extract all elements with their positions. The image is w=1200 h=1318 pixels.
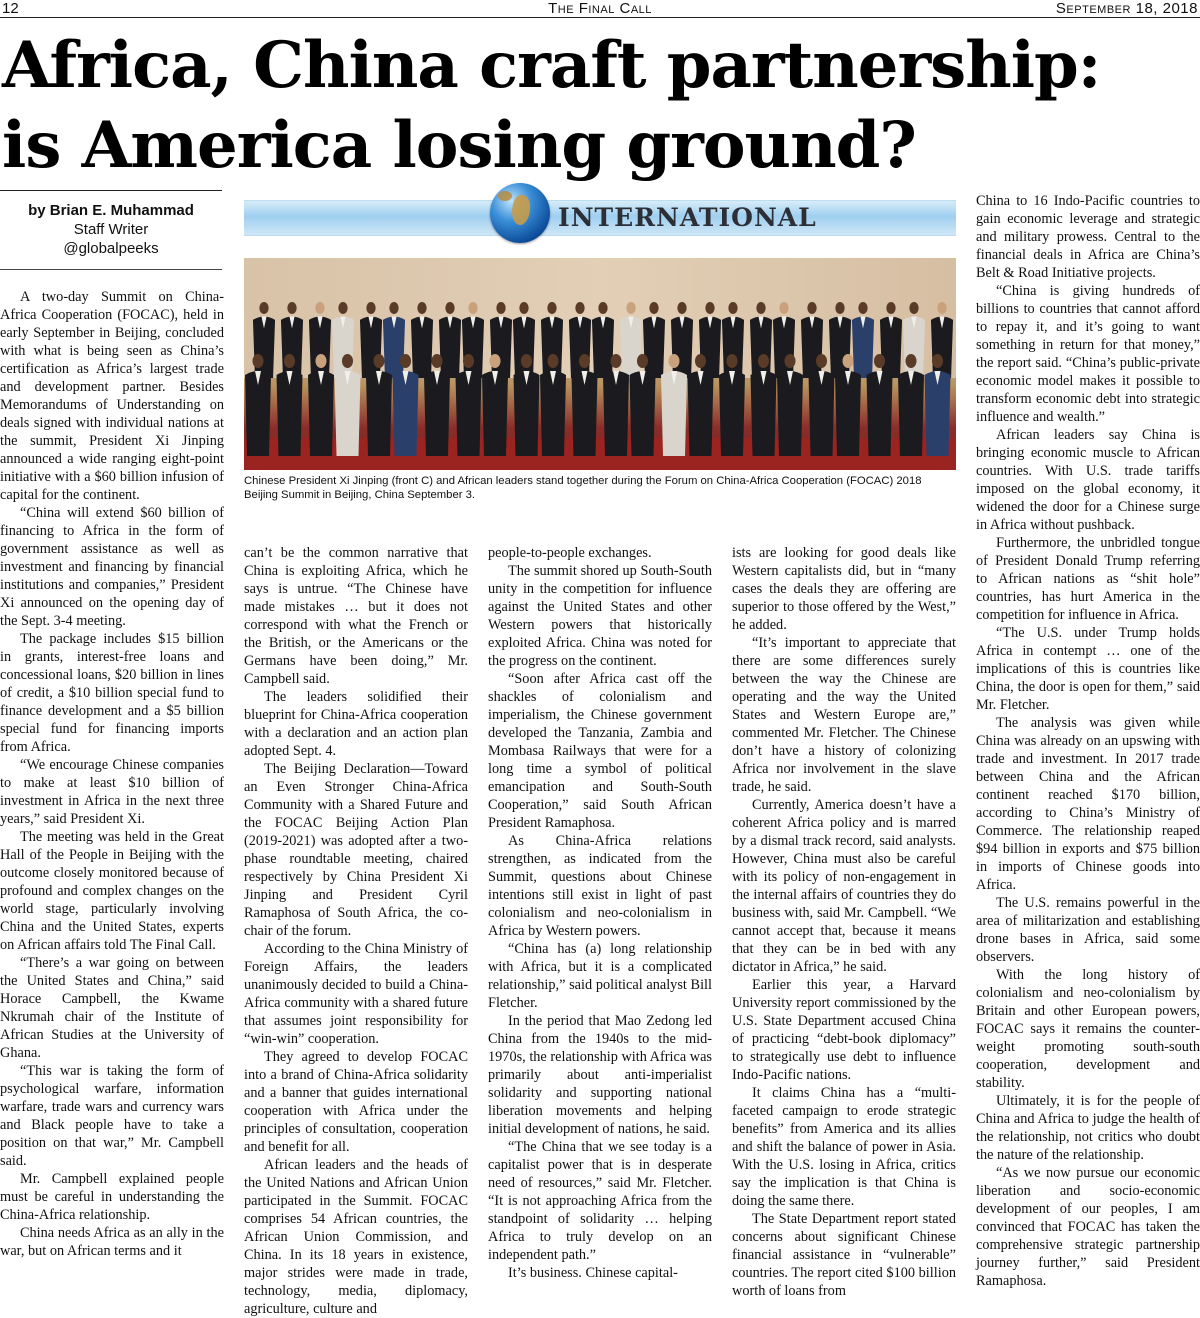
article-paragraph: The package includes $15 billion in grants, interest-free loans and concessional loans, $20 billion in lines of credit, a $10 billion special fund to finance development and a $5 billion special fund for financing imports from Africa. xyxy=(0,631,224,755)
headline-line-1: Africa, China craft partnership: xyxy=(2,28,1101,103)
article-paragraph: ists are looking for good deals like Western capitalists did, but in “many cases the deals they are offering are superior to those offered by the West,” he added. xyxy=(732,545,956,633)
article-paragraph: The Beijing Declaration—Toward an Even Stronger China-Africa Community with a Shared Future and the FOCAC Beijing Action Plan (2019-2021) was adopted after a two-phase roundtable meeting, chaired respectively by China President Xi Jinping and President Cyril Ramaphosa of South Africa, the co-chair of the forum. xyxy=(244,761,468,939)
article-paragraph: Earlier this year, a Harvard University report commissioned by the U.S. State Department accused China of practicing “debt-book diplomacy” to strategically use debt to influence Indo-Pacific nations. xyxy=(732,977,956,1083)
article-paragraph: The summit shored up South-South unity in the competition for influence against the United States and other Western powers that historically exploited Africa. China was noted for the progress on the continent. xyxy=(488,563,712,669)
running-header xyxy=(0,0,1200,18)
article-paragraph: “As we now pursue our economic liberation and socio-economic development of our peoples, I am convinced that FOCAC has taken the comprehensive strategic partnership journey further,” said President Ramaphosa. xyxy=(976,1165,1200,1289)
article-paragraph: can’t be the common narrative that China is exploiting Africa, which he says is untrue. “The Chinese have made mistakes … but it does not correspond with what the French or the British, or the Americans or the Germans have been doing,” Mr. Campbell said. xyxy=(244,545,468,687)
article-paragraph: The analysis was given while China was already on an upswing with trade and investment. In 2017 trade between China and the African continent reached $170 billion, according to China’s Ministry of Commerce. The relationship reaped $94 billion in exports and $75 billion in imports of Chinese goods into Africa. xyxy=(976,715,1200,893)
article-paragraph: In the period that Mao Zedong led China from the 1940s to the mid-1970s, the relationship with Africa was primarily about anti-imperialist solidarity and supporting national liberation movements and helping initial development of nations, he said. xyxy=(488,1013,712,1137)
article-column-5 xyxy=(976,192,1200,1298)
article-paragraph: “It’s important to appreciate that there are some differences surely between the way the Chinese are operating and the way the United States and Western Europe are,” commented Mr. Fletcher. The Chinese don’t have a history of colonizing Africa nor involvement in the slave trade, he said. xyxy=(732,635,956,795)
article-paragraph: It’s business. Chinese capital- xyxy=(508,1265,678,1281)
byline-role: Staff Writer xyxy=(73,221,149,238)
article-paragraph: As China-Africa relations strengthen, as indicated from the Summit, questions about Chinese intentions still exist in light of past colonialism and neo-colonialism in Africa by Western powers. xyxy=(488,833,712,939)
article-paragraph: The U.S. remains powerful in the area of militarization and establishing drone bases in Africa, said some observers. xyxy=(976,895,1200,965)
article-column-4 xyxy=(732,544,956,1298)
summit-group-photo xyxy=(244,258,956,470)
article-column-3 xyxy=(488,544,712,1298)
article-paragraph: Mr. Campbell explained people must be careful in understanding the China-Africa relationship. xyxy=(0,1171,224,1223)
article-paragraph: “China is giving hundreds of billions to countries that cannot afford to repay it, and it’s going to want something in return for that money,” the report said. “China’s public-private economic model makes it possible to transform economic debt into strategic influence and wealth.” xyxy=(976,283,1200,425)
headline-line-2: is America losing ground? xyxy=(2,108,916,183)
article-paragraph: Currently, America doesn’t have a coherent Africa policy and is marred by a dismal track record, said analysts. However, China must also be careful with its policy of non-engagement in the internal affairs of countries they do business with, said Mr. Campbell. “We cannot accept that, because it means that they can be in bed with any dictator in Africa,” he said. xyxy=(732,797,956,975)
article-paragraph: A two-day Summit on China-Africa Cooperation (FOCAC), held in early September in Beijing, concluded with what is being seen as China’s certification as Africa’s largest trade and development partner. Besides Memorandums of Understanding on deals signed with individual nations at the summit, President Xi Jinping announced a wide ranging eight-point initiative with a $60 billion infusion of capital for the continent. xyxy=(0,289,224,503)
byline-author: by Brian E. Muhammad xyxy=(28,202,194,219)
article-paragraph: China to 16 Indo-Pacific countries to gain economic leverage and strategic and military prowess. Central to the financial deals in Africa are China’s Belt & Road Initiative projects. xyxy=(976,193,1200,281)
article-column-1 xyxy=(0,288,224,1298)
article-paragraph: “We encourage Chinese companies to make at least $10 billion of investment in Africa in the next three years,” said President Xi. xyxy=(0,757,224,827)
byline-handle: @globalpeeks xyxy=(63,240,159,257)
article-paragraph: people-to-people exchanges. xyxy=(488,545,652,561)
issue-date: September 18, 2018 xyxy=(1055,0,1198,17)
article-paragraph: They agreed to develop FOCAC into a brand of China-Africa solidarity and a banner that guides international cooperation with Africa under the principles of consultation, cooperation and benefit for all. xyxy=(244,1049,468,1155)
article-paragraph: It claims China has a “multi-faceted campaign to erode strategic benefits” from America and its allies and shift the balance of power in Asia. With the U.S. losing in Africa, critics say the implication is that China is doing the same there. xyxy=(732,1085,956,1209)
article-paragraph: “Soon after Africa cast off the shackles of colonialism and imperialism, the Chinese government developed the Tanzania, Zambia and Mombasa Railways that were for a long time a symbol of political emancipation and South-South Cooperation,” said South African President Ramaphosa. xyxy=(488,671,712,831)
article-paragraph: Ultimately, it is for the people of China and Africa to judge the health of the relationship, not critics who doubt the nature of the relationship. xyxy=(976,1093,1200,1163)
byline xyxy=(0,190,222,270)
article-paragraph: Furthermore, the unbridled tongue of President Donald Trump referring to African nations as “shit hole” countries, has hurt America in the competition for influence in Africa. xyxy=(976,535,1200,623)
article-paragraph: African leaders say China is bringing economic muscle to African countries. With U.S. trade tariffs imposed on the global economy, it widened the door for a Chinese surge in Africa without pushback. xyxy=(976,427,1200,533)
globe-icon xyxy=(490,183,550,243)
article-paragraph: “There’s a war going on between the United States and China,” said Horace Campbell, the Kwame Nkrumah chair of the Institute of African Studies at the University of Ghana. xyxy=(0,955,224,1061)
article-paragraph: The leaders solidified their blueprint for China-Africa cooperation with a declaration and an action plan adopted Sept. 4. xyxy=(244,689,468,759)
article-paragraph: “The U.S. under Trump holds Africa in contempt … one of the implications of this is countries like China, the door is open for them,” said Mr. Fletcher. xyxy=(976,625,1200,713)
header-rule xyxy=(0,17,1200,18)
article-paragraph: The State Department report stated concerns about significant Chinese financial assistance in “vulnerable” countries. The report cited $100 billion worth of loans from xyxy=(732,1211,956,1299)
article-paragraph: The meeting was held in the Great Hall of the People in Beijing with the outcome closely monitored because of profound and complex changes on the world stage, particularly involving China and the United States, experts on African affairs told The Final Call. xyxy=(0,829,224,953)
page-number: 12 xyxy=(2,0,19,17)
section-label: INTERNATIONAL xyxy=(558,203,817,232)
article-paragraph: “China has (a) long relationship with Africa, but it is a complicated relationship,” said political analyst Bill Fletcher. xyxy=(488,941,712,1011)
article-paragraph: According to the China Ministry of Foreign Affairs, the leaders unanimously decided to build a China-Africa community with a shared future that assumes joint responsibility for “win-win” cooperation. xyxy=(244,941,468,1047)
article-paragraph: “This war is taking the form of psychological warfare, information warfare, trade wars and currency wars and Black people have to take a position on that war,” Mr. Campbell said. xyxy=(0,1063,224,1169)
article-paragraph: With the long history of colonialism and neo-colonialism by Britain and other European powers, FOCAC says it remains the counter-weight promoting south-south cooperation, development and stability. xyxy=(976,967,1200,1091)
article-paragraph: “The China that we see today is a capitalist power that is in desperate need of resources,” said Mr. Fletcher. “It is not approaching Africa from the standpoint of solidarity … helping Africa to truly develop on an independent path.” xyxy=(488,1139,712,1263)
article-paragraph: “China will extend $60 billion of financing to Africa in the form of government assistance as well as investment and financing by financial institutions and companies,” President Xi announced on the opening day of the Sept. 3-4 meeting. xyxy=(0,505,224,629)
article-column-2 xyxy=(244,544,468,1317)
headline xyxy=(2,26,1198,186)
article-paragraph: China needs Africa as an ally in the war, but on African terms and it xyxy=(0,1225,224,1259)
article-paragraph: African leaders and the heads of the United Nations and African Union participated in the Summit. FOCAC comprises 54 African countries, the African Union Commission, and China. In its 18 years in existence, major strides were made in trade, technology, media, diplomacy, agriculture, culture and xyxy=(244,1157,468,1317)
publication-name: The Final Call xyxy=(548,0,652,17)
photo-caption: Chinese President Xi Jinping (front C) and African leaders stand together during the Forum on China-Africa Cooperation (FOCAC) 2018 Beijing Summit in Beijing, China September 3. xyxy=(244,475,922,501)
